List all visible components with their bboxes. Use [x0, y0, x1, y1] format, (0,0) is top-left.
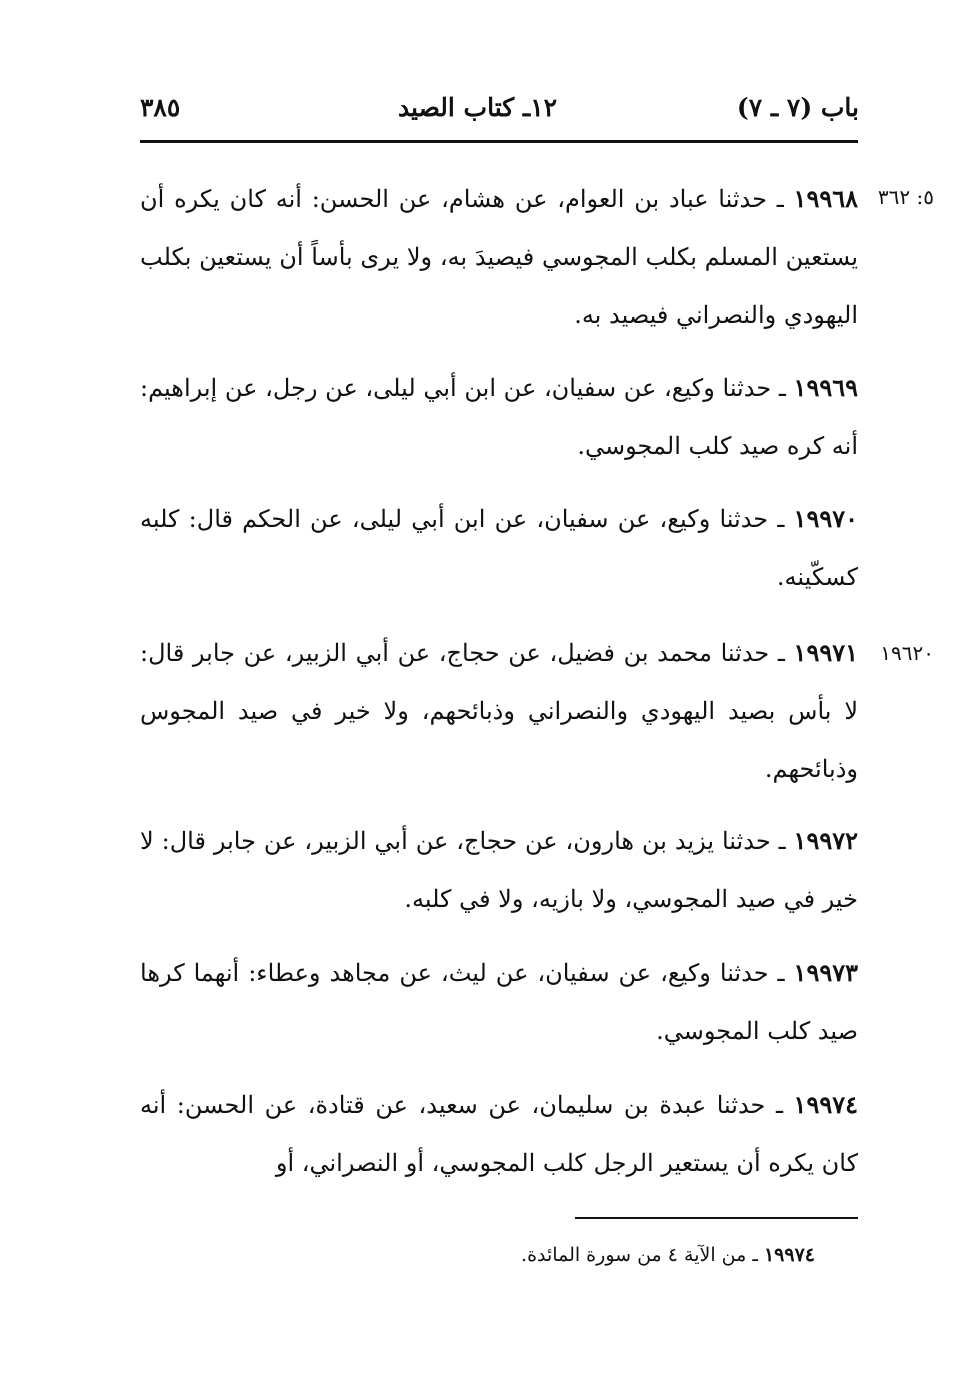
margin-ref-hadith-number: ١٩٦٢٠	[880, 641, 934, 665]
hadith-number: ١٩٩٧٠	[793, 504, 858, 533]
hadith-number: ١٩٩٧٤	[793, 1090, 858, 1119]
hadith-entry	[140, 1076, 858, 1192]
hadith-entry	[140, 944, 858, 1060]
hadith-text: ـ حدثنا وكيع، عن سفيان، عن ابن أبي ليلى، عن رجل، عن إبراهيم: أنه كره صيد كلب المجوسي.	[140, 374, 858, 460]
hadith-number: ١٩٩٧٣	[793, 958, 858, 987]
hadith-text: ـ حدثنا عبدة بن سليمان، عن سعيد، عن قتادة، عن الحسن: أنه كان يكره أن يستعير الرجل كلب المجوسي، أو النصراني، أو	[140, 1091, 858, 1177]
hadith-number: ١٩٩٧١	[793, 638, 858, 667]
page-number: ٣٨٥	[140, 93, 181, 122]
footnote-text: ـ من الآية ٤ من سورة المائدة.	[521, 1244, 764, 1266]
footnote-number: ١٩٩٧٤	[763, 1244, 815, 1266]
hadith-entry	[140, 170, 858, 344]
hadith-number: ١٩٩٦٨	[793, 184, 858, 213]
footnote	[521, 1240, 815, 1270]
hadith-text: ـ حدثنا وكيع، عن سفيان، عن ليث، عن مجاهد وعطاء: أنهما كرها صيد كلب المجوسي.	[140, 959, 858, 1045]
margin-ref-volume-page: ٥: ٣٦٢	[877, 185, 934, 209]
hadith-number: ١٩٩٦٩	[793, 373, 858, 402]
hadith-text: ـ حدثنا عباد بن العوام، عن هشام، عن الحسن: أنه كان يكره أن يستعين المسلم بكلب المجوسي فيصيدَ به، ولا يرى بأساً أن يستعين بكلب اليهودي والنصراني فيصيد به.	[140, 185, 859, 329]
hadith-entry	[140, 812, 858, 928]
hadith-entry	[140, 624, 858, 798]
header-rule	[140, 140, 858, 143]
hadith-text: ـ حدثنا وكيع، عن سفيان، عن ابن أبي ليلى، عن الحكم قال: كلبه كسكّينه.	[140, 505, 858, 591]
footnote-rule	[575, 1217, 858, 1219]
hadith-entry	[140, 359, 858, 475]
book-title: ١٢ـ كتاب الصيد	[397, 93, 558, 122]
hadith-text: ـ حدثنا يزيد بن هارون، عن حجاج، عن أبي الزبير، عن جابر قال: لا خير في صيد المجوسي، ولا بازيه، ولا في كلبه.	[140, 827, 858, 913]
hadith-entry	[140, 490, 858, 606]
hadith-text: ـ حدثنا محمد بن فضيل، عن حجاج، عن أبي الزبير، عن جابر قال: لا بأس بصيد اليهودي والنصراني وذبائحهم، ولا خير في صيد المجوس وذبائحهم.	[140, 639, 859, 783]
hadith-number: ١٩٩٧٢	[793, 826, 858, 855]
chapter-heading: باب (٧ ـ ٧)	[736, 93, 859, 122]
